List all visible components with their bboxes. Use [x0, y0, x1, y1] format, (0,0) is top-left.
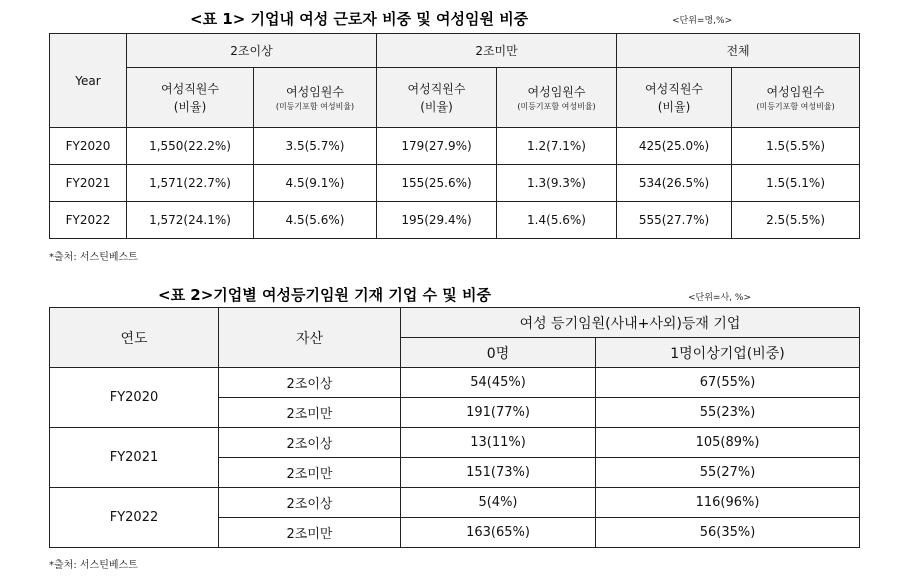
one-plus-header: 1명이상기업(비중)	[596, 338, 860, 368]
data-cell: 55(27%)	[596, 458, 860, 488]
sub-header-line2: (비율)	[420, 99, 453, 114]
table1	[49, 33, 860, 239]
sub-header	[617, 68, 732, 128]
data-cell: 191(77%)	[401, 398, 596, 428]
data-cell: 1.4(5.6%)	[497, 202, 617, 239]
table1-unit: <단위=명,%>	[672, 16, 733, 26]
table2	[49, 307, 860, 548]
year-cell: FY2021	[50, 428, 219, 488]
sub-header-line2: (비율)	[657, 99, 691, 114]
data-cell: 67(55%)	[596, 368, 860, 398]
table-row	[50, 165, 860, 202]
sub-header	[732, 68, 860, 128]
table2-title: <표 2>기업별 여성등기임원 기재 기업 수 및 비중	[158, 286, 491, 304]
table-row	[50, 488, 860, 518]
zero-header: 0명	[401, 338, 596, 368]
data-cell: 3.5(5.7%)	[254, 128, 377, 165]
year-cell: FY2022	[50, 488, 219, 548]
sub-header-line1: 여성임원수	[286, 84, 344, 99]
data-cell: 105(89%)	[596, 428, 860, 458]
group-header: 전체	[617, 34, 860, 68]
group-header: 2조미만	[377, 34, 617, 68]
data-cell: 1,550(22.2%)	[127, 128, 254, 165]
asset-header: 자산	[219, 308, 401, 368]
data-cell: 555(27.7%)	[617, 202, 732, 239]
table2-unit: <단위=사, %>	[688, 293, 751, 303]
year-cell: FY2020	[50, 368, 219, 428]
data-cell: 1,571(22.7%)	[127, 165, 254, 202]
data-cell: 2.5(5.5%)	[732, 202, 860, 239]
data-cell: 1.2(7.1%)	[497, 128, 617, 165]
asset-cell: 2조미만	[219, 518, 401, 548]
data-cell: 163(65%)	[401, 518, 596, 548]
year-cell: FY2022	[50, 202, 127, 239]
table1-source: *출처: 서스틴베스트	[49, 252, 138, 263]
data-cell: 195(29.4%)	[377, 202, 497, 239]
data-cell: 1.3(9.3%)	[497, 165, 617, 202]
group-header: 2조이상	[127, 34, 377, 68]
data-cell: 55(23%)	[596, 398, 860, 428]
table2-source: *출처: 서스틴베스트	[49, 560, 138, 571]
sub-header-line2: (비율)	[173, 99, 207, 114]
data-cell: 1.5(5.5%)	[732, 128, 860, 165]
sub-header-line1: 여성직원수	[645, 81, 704, 96]
data-cell: 4.5(5.6%)	[254, 202, 377, 239]
data-cell: 56(35%)	[596, 518, 860, 548]
year-header: 연도	[50, 308, 219, 368]
table-row	[50, 428, 860, 458]
year-header: Year	[50, 34, 127, 128]
asset-cell: 2조미만	[219, 398, 401, 428]
year-cell: FY2021	[50, 165, 127, 202]
group-header: 여성 등기임원(사내+사외)등재 기업	[401, 308, 860, 338]
data-cell: 116(96%)	[596, 488, 860, 518]
data-cell: 13(11%)	[401, 428, 596, 458]
sub-header-line2: (미등기포함 여성비율)	[275, 101, 355, 111]
table-row	[50, 368, 860, 398]
asset-cell: 2조이상	[219, 428, 401, 458]
sub-header-line2: (미등기포함 여성비율)	[756, 101, 835, 111]
sub-header-line1: 여성직원수	[407, 81, 466, 96]
data-cell: 4.5(9.1%)	[254, 165, 377, 202]
year-cell: FY2020	[50, 128, 127, 165]
data-cell: 54(45%)	[401, 368, 596, 398]
sub-header	[254, 68, 377, 128]
sub-header-line1: 여성임원수	[527, 84, 586, 99]
data-cell: 534(26.5%)	[617, 165, 732, 202]
sub-header	[127, 68, 254, 128]
table-row	[50, 128, 860, 165]
data-cell: 1.5(5.1%)	[732, 165, 860, 202]
data-cell: 1,572(24.1%)	[127, 202, 254, 239]
sub-header-line2: (미등기포함 여성비율)	[517, 101, 596, 111]
sub-header	[377, 68, 497, 128]
data-cell: 155(25.6%)	[377, 165, 497, 202]
sub-header-line1: 여성직원수	[161, 81, 219, 96]
data-cell: 151(73%)	[401, 458, 596, 488]
asset-cell: 2조이상	[219, 488, 401, 518]
table1-title: <표 1> 기업내 여성 근로자 비중 및 여성임원 비중	[190, 10, 529, 28]
asset-cell: 2조미만	[219, 458, 401, 488]
asset-cell: 2조이상	[219, 368, 401, 398]
table-row	[50, 202, 860, 239]
sub-header-line1: 여성임원수	[766, 84, 825, 99]
data-cell: 425(25.0%)	[617, 128, 732, 165]
data-cell: 5(4%)	[401, 488, 596, 518]
sub-header	[497, 68, 617, 128]
data-cell: 179(27.9%)	[377, 128, 497, 165]
